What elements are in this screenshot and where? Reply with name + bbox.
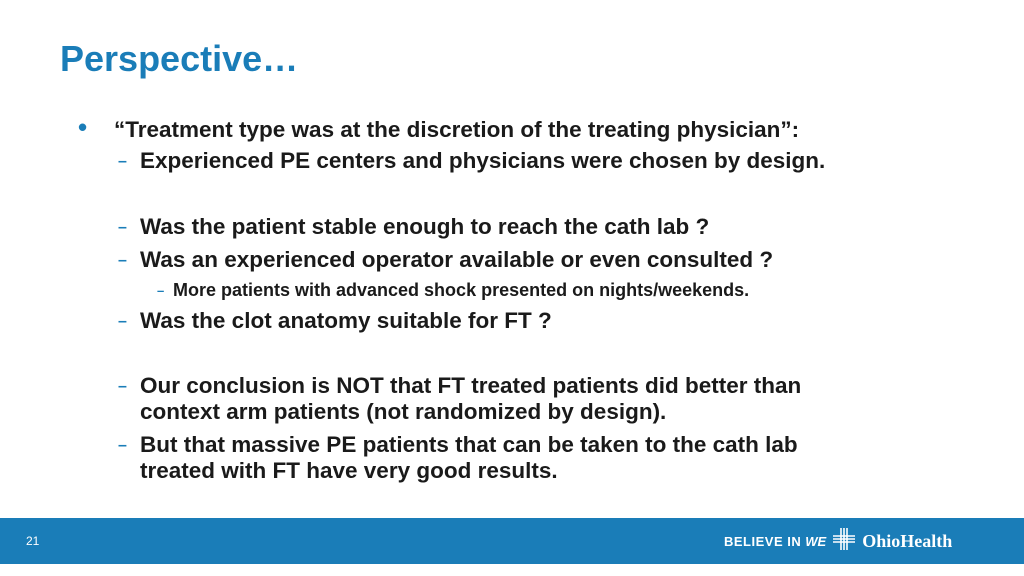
sub-bullet-text: But that massive PE patients that can be taken to the cath lab	[140, 432, 798, 457]
sub-bullet-marker: –	[118, 153, 127, 170]
tagline-emphasis: WE	[805, 533, 827, 549]
sub-bullet-text-continuation: treated with FT have very good results.	[140, 458, 558, 483]
sub-bullet-text: Our conclusion is NOT that FT treated patients did better than	[140, 373, 802, 398]
brand-name: OhioHealth	[862, 530, 953, 551]
slide-title: Perspective…	[60, 38, 299, 79]
sub-bullet-marker: –	[118, 378, 127, 395]
tagline: BELIEVE IN	[724, 533, 802, 549]
sub-bullet-marker: –	[118, 437, 127, 454]
sub-bullet-text: Experienced PE centers and physicians were chosen by design.	[140, 148, 826, 173]
sub-sub-bullet-text: More patients with advanced shock presented on nights/weekends.	[173, 280, 750, 300]
page-number: 21	[26, 534, 40, 548]
sub-bullet-text: Was the clot anatomy suitable for FT ?	[140, 308, 552, 333]
bullet-marker: •	[78, 112, 88, 142]
sub-bullet-marker: –	[118, 313, 127, 330]
sub-bullet-marker: –	[118, 252, 127, 269]
footer-bar	[0, 518, 1024, 564]
sub-bullet-text: Was the patient stable enough to reach the cath lab ?	[140, 214, 710, 239]
bullet-text: “Treatment type was at the discretion of the treating physician”:	[114, 117, 800, 142]
sub-bullet-text-continuation: context arm patients (not randomized by design).	[140, 399, 667, 424]
ohiohealth-logo-icon	[832, 527, 856, 556]
sub-sub-bullet-marker: –	[157, 283, 165, 298]
sub-bullet-marker: –	[118, 219, 127, 236]
brand-lockup	[724, 528, 952, 554]
sub-bullet-text: Was an experienced operator available or even consulted ?	[140, 247, 774, 272]
